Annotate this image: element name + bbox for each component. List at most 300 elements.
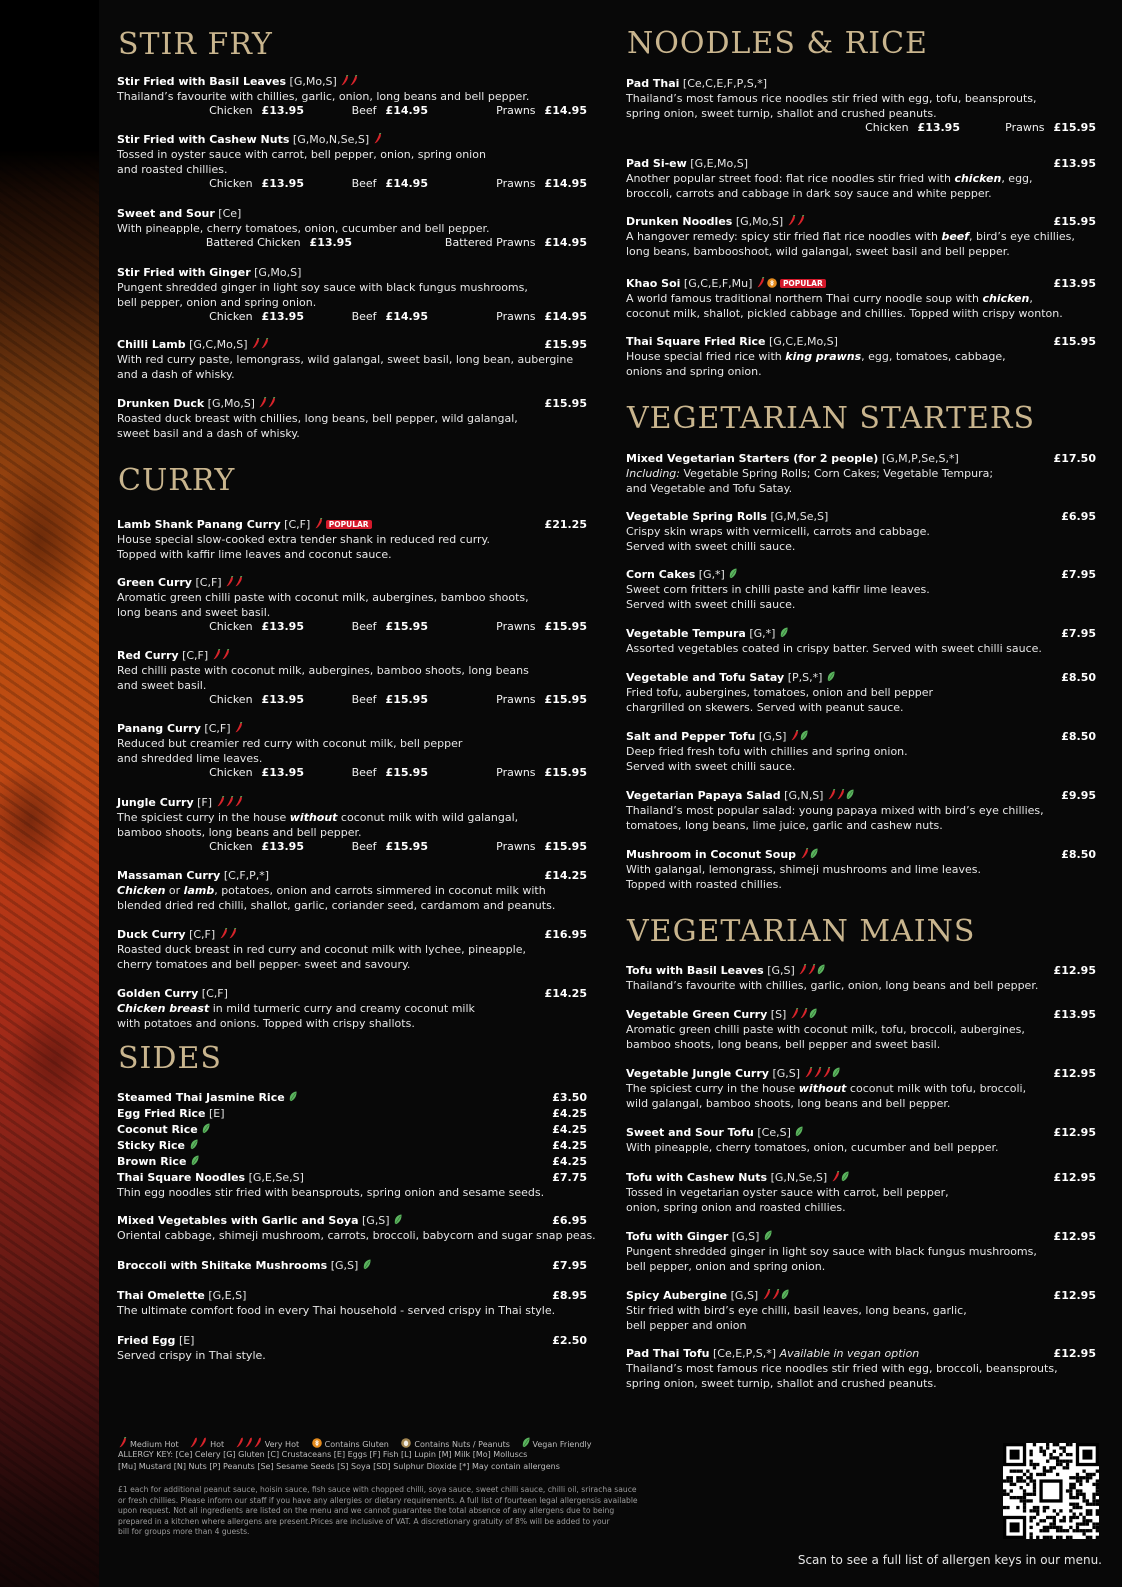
leaf-icon [841, 1171, 849, 1182]
item-name: Vegetable and Tofu Satay [626, 671, 785, 684]
menu-item [117, 265, 587, 310]
legend-hot: Hot [210, 1440, 225, 1449]
option-price: £13.95 [261, 840, 304, 853]
option-label: Prawns [496, 840, 536, 853]
item-description: and a dash of whisky. [117, 368, 235, 381]
option-label: Chicken [209, 766, 253, 779]
price-option [209, 839, 304, 854]
price-option [209, 692, 304, 707]
item-name: Vegetable Jungle Curry [626, 1067, 769, 1080]
item-name: Broccoli with Shiitake Mushrooms [117, 1259, 328, 1272]
item-name: Steamed Thai Jasmine Rice [117, 1091, 285, 1104]
item-description: With red curry paste, lemongrass, wild galangal, sweet basil, long bean, aubergine [117, 353, 574, 366]
chilli-icon [252, 338, 260, 349]
leaf-icon [809, 1008, 817, 1019]
item-allergens: [E] [208, 1107, 225, 1120]
chilli-icon [837, 789, 845, 800]
leaf-icon [832, 1067, 840, 1078]
option-price: £14.95 [385, 104, 428, 117]
chilli-icon [823, 1067, 831, 1078]
item-price: £14.25 [544, 869, 587, 882]
option-label: Prawns [496, 620, 536, 633]
item-title-row [117, 1106, 587, 1121]
item-name: Pad Thai [626, 77, 680, 90]
price-option [496, 103, 587, 118]
menu-item [626, 156, 1096, 201]
item-price: £12.95 [1053, 964, 1096, 977]
item-price: £12.95 [1053, 1347, 1096, 1360]
item-title-row [117, 868, 587, 883]
item-title-row [626, 156, 1096, 171]
menu-item [117, 1333, 587, 1363]
section-title-sides: SIDES [118, 1041, 222, 1076]
item-name: Golden Curry [117, 987, 199, 1000]
item-description: Thailand’s favourite with chillies, garlic, onion, long beans and bell pepper. [117, 90, 530, 103]
footer-notes [118, 1485, 638, 1538]
item-description: Fried tofu, aubergines, tomatoes, onion and bell pepper [626, 686, 934, 699]
item-allergens: [G,S] [330, 1259, 359, 1272]
item-price: £7.95 [1061, 568, 1096, 581]
price-option [1005, 120, 1096, 135]
item-title-row [626, 451, 1096, 466]
item-name: Green Curry [117, 576, 192, 589]
menu-item [626, 626, 1096, 656]
legend-nuts: Contains Nuts / Peanuts [414, 1440, 510, 1449]
item-price: £7.95 [552, 1259, 587, 1272]
menu-item [117, 1288, 587, 1318]
price-option [496, 765, 587, 780]
item-description: Oriental cabbage, shimeji mushroom, carrots, broccoli, babycorn and sugar snap peas. [117, 1229, 596, 1242]
item-price: £15.95 [1053, 215, 1096, 228]
item-name: Thai Omelette [117, 1289, 205, 1302]
item-allergens: [G,C,Mo,S] [189, 338, 248, 351]
menu-item [117, 1170, 587, 1185]
item-description: Aromatic green chilli paste with coconut milk, aubergines, bamboo shoots, [117, 591, 529, 604]
item-description: bell pepper, onion and spring onion. [626, 1260, 826, 1273]
leaf-icon [394, 1214, 402, 1225]
item-title-row [117, 1170, 587, 1185]
item-description: broccoli, carrots and cabbage in dark soy sauce and white pepper. [626, 187, 992, 200]
item-description: Thailand’s favourite with chillies, garlic, onion, long beans and bell pepper. [626, 979, 1039, 992]
item-allergens: [G,N,S] [784, 789, 824, 802]
item-allergens: [G,N,Se,S] [770, 1171, 828, 1184]
item-name: Tofu with Cashew Nuts [626, 1171, 768, 1184]
item-description: Chicken or lamb, potatoes, onion and carrots simmered in coconut milk with [117, 884, 546, 897]
item-name: Vegetable Green Curry [626, 1008, 768, 1021]
option-price: £13.95 [261, 104, 304, 117]
item-allergens: [F] [197, 796, 213, 809]
menu-item [626, 509, 1096, 554]
item-allergens: [G,*] [698, 568, 725, 581]
item-description: A hangover remedy: spicy stir fried flat rice noodles with beef, bird’s eye chillies, [626, 230, 1075, 243]
item-allergens: [Ce] [218, 207, 242, 220]
legend-medium-hot: Medium Hot [130, 1440, 179, 1449]
option-label: Beef [351, 620, 377, 633]
footer-line: or fresh chillies. Please inform our staff if you have any allergies or dietary requirements. A full list of fourteen legal allergensis available [118, 1495, 638, 1505]
option-label: Chicken [209, 620, 253, 633]
item-title-row [117, 721, 587, 736]
option-label: Battered Chicken [205, 236, 301, 249]
item-title-row [117, 927, 587, 942]
menu-item [117, 1106, 587, 1121]
chilli-icon [261, 338, 269, 349]
option-price: £13.95 [261, 177, 304, 190]
item-description: Chicken breast in mild turmeric curry and creamy coconut milk [117, 1002, 475, 1015]
chilli-icon [259, 397, 267, 408]
option-label: Chicken [209, 693, 253, 706]
item-name: Fried Egg [117, 1334, 176, 1347]
menu-item [626, 1229, 1096, 1274]
item-price: £9.95 [1061, 789, 1096, 802]
item-price: £2.50 [552, 1334, 587, 1347]
item-allergens: [C,F] [204, 722, 231, 735]
price-option [209, 765, 304, 780]
item-description: Reduced but creamier red curry with coconut milk, bell pepper [117, 737, 463, 750]
item-title-row [626, 509, 1096, 524]
chilli-icon [797, 215, 805, 226]
section-title-vegetarian-starters: VEGETARIAN STARTERS [627, 401, 1036, 436]
item-description: onions and spring onion. [626, 365, 762, 378]
option-label: Prawns [1005, 121, 1045, 134]
item-name: Corn Cakes [626, 568, 696, 581]
chilli-icon [800, 1008, 808, 1019]
chilli-icon [791, 1008, 799, 1019]
chilli-icon [828, 789, 836, 800]
chilli-icon [808, 964, 816, 975]
option-price: £13.95 [917, 121, 960, 134]
option-label: Prawns [496, 766, 536, 779]
price-option [865, 120, 960, 135]
item-name: Duck Curry [117, 928, 186, 941]
item-allergens: [G,M,Se,S] [770, 510, 829, 523]
item-title-row [117, 206, 587, 221]
option-price: £14.95 [385, 177, 428, 190]
item-title-row [117, 265, 587, 280]
leaf-icon [729, 568, 737, 579]
item-description: Assorted vegetables coated in crispy batter. Served with sweet chilli sauce. [626, 642, 1042, 655]
item-allergens: [G,S] [731, 1230, 760, 1243]
item-title-row [626, 76, 1096, 91]
item-name: Stir Fried with Cashew Nuts [117, 133, 290, 146]
menu-item [626, 788, 1096, 833]
menu-item [117, 517, 587, 562]
item-title-row [626, 788, 1096, 803]
item-allergens: [E] [178, 1334, 195, 1347]
item-title-row [626, 567, 1096, 582]
option-label: Beef [351, 104, 377, 117]
item-price: £8.50 [1061, 848, 1096, 861]
price-option [496, 839, 587, 854]
leaf-icon [795, 1126, 803, 1137]
footer-line: £1 each for additional peanut sauce, hoisin sauce, fish sauce with chopped chilli, soya sauce, sweet chilli sauce, chilli oil, sriracha sauce [118, 1485, 637, 1494]
item-name: Pad Si-ew [626, 157, 687, 170]
item-name: Mixed Vegetables with Garlic and Soya [117, 1214, 359, 1227]
chilli-icon [235, 796, 243, 807]
item-description: The ultimate comfort food in every Thai household - served crispy in Thai style. [117, 1304, 556, 1317]
option-label: Chicken [209, 840, 253, 853]
item-description: long beans and sweet basil. [117, 606, 271, 619]
item-allergens: [G,Mo,S] [254, 266, 302, 279]
item-allergens: [P,S,*] [787, 671, 823, 684]
item-name: Coconut Rice [117, 1123, 198, 1136]
option-label: Beef [351, 693, 377, 706]
item-allergens: [G,E,Se,S] [248, 1171, 304, 1184]
option-price: £13.95 [261, 310, 304, 323]
item-price: £15.95 [544, 397, 587, 410]
item-title-row [117, 1090, 587, 1105]
price-option [496, 692, 587, 707]
item-description: Thailand’s most famous rice noodles stir fried with egg, broccoli, beansprouts, [626, 1362, 1058, 1375]
leaf-icon [800, 730, 808, 741]
item-name: Mushroom in Coconut Soup [626, 848, 797, 861]
item-price: £6.95 [552, 1214, 587, 1227]
option-price: £15.95 [385, 840, 428, 853]
leaf-icon [363, 1259, 371, 1270]
menu-item [626, 729, 1096, 774]
item-allergens: [G,S] [758, 730, 787, 743]
menu-item [626, 1170, 1096, 1215]
item-allergens: [C,F] [189, 928, 216, 941]
menu-item [626, 963, 1096, 993]
item-allergens: [G,S] [730, 1289, 759, 1302]
item-allergens: [C,F] [284, 518, 311, 531]
item-price: £12.95 [1053, 1289, 1096, 1302]
item-allergens: [G,S] [772, 1067, 801, 1080]
item-description: spring onion, sweet turnip, shallot and crushed peanuts. [626, 107, 937, 120]
menu-item [626, 1007, 1096, 1052]
option-price: £15.95 [544, 840, 587, 853]
item-allergens: [C,F] [182, 649, 209, 662]
option-label: Beef [351, 177, 377, 190]
item-allergens: [G,Mo,S] [735, 215, 784, 228]
price-option [496, 309, 587, 324]
item-price: £8.95 [552, 1289, 587, 1302]
leaf-icon [202, 1123, 210, 1134]
chilli-icon [226, 576, 234, 587]
item-allergens: [G,S] [362, 1214, 390, 1227]
item-price: £14.25 [544, 987, 587, 1000]
menu-item [626, 276, 1096, 321]
menu-item [626, 567, 1096, 612]
popular-badge: POPULAR [780, 279, 826, 288]
price-option [209, 619, 304, 634]
item-name: Khao Soi [626, 277, 681, 290]
leaf-icon [817, 964, 825, 975]
item-allergens: [G,*] [749, 627, 776, 640]
item-description: Pungent shredded ginger in light soy sauce with black fungus mushrooms, [117, 281, 528, 294]
item-description: The spiciest curry in the house without coconut milk with tofu, broccoli, [626, 1082, 1027, 1095]
item-description: With galangal, lemongrass, shimeji mushrooms and lime leaves. [626, 863, 981, 876]
item-price: £15.95 [1053, 335, 1096, 348]
item-title-row [626, 729, 1096, 744]
item-title-row [117, 517, 587, 532]
item-description: Served with sweet chilli sauce. [626, 598, 796, 611]
item-description: spring onion, sweet turnip, shallot and crushed peanuts. [626, 1377, 937, 1390]
price-option [209, 309, 304, 324]
item-name: Tofu with Basil Leaves [626, 964, 764, 977]
item-description: Roasted duck breast in red curry and coconut milk with lychee, pineapple, [117, 943, 526, 956]
option-price: £15.95 [544, 620, 587, 633]
menu-item [117, 721, 587, 766]
price-option [445, 235, 587, 250]
price-option [352, 692, 428, 707]
price-option [496, 176, 587, 191]
chilli-icon [799, 964, 807, 975]
item-description: cherry tomatoes and bell pepper- sweet and savoury. [117, 958, 411, 971]
item-description: long beans, bambooshoot, wild galangal, sweet basil and bell pepper. [626, 245, 1010, 258]
item-price: £4.25 [552, 1139, 587, 1152]
item-name: Thai Square Fried Rice [626, 335, 766, 348]
chilli-icon [757, 277, 765, 288]
chilli-icon [315, 518, 323, 529]
chilli-icon [350, 75, 358, 86]
item-description: Red chilli paste with coconut milk, aubergines, bamboo shoots, long beans [117, 664, 529, 677]
item-price: £15.95 [544, 338, 587, 351]
menu-item [117, 795, 587, 840]
menu-item [117, 74, 587, 104]
menu-item [626, 334, 1096, 379]
item-title-row [117, 396, 587, 411]
item-title-row [626, 1007, 1096, 1022]
price-option [352, 839, 428, 854]
item-description: Thailand’s most popular salad: young papaya mixed with bird’s eye chillies, [626, 804, 1044, 817]
option-price: £14.95 [385, 310, 428, 323]
item-allergens: [G,C,E,F,Mu] [683, 277, 753, 290]
item-description: and roasted chillies. [117, 163, 228, 176]
item-description: bamboo shoots, long beans and bell pepper. [117, 826, 362, 839]
menu-item [117, 927, 587, 972]
item-description: tomatoes, long beans, lime juice, garlic and cashew nuts. [626, 819, 943, 832]
chilli-icon [268, 397, 276, 408]
option-price: £15.95 [1053, 121, 1096, 134]
option-price: £13.95 [261, 620, 304, 633]
qr-code[interactable] [1003, 1443, 1099, 1539]
option-label: Chicken [209, 177, 253, 190]
item-name: Vegetarian Papaya Salad [626, 789, 781, 802]
item-name: Massaman Curry [117, 869, 221, 882]
item-name: Jungle Curry [117, 796, 194, 809]
item-price: £16.95 [544, 928, 587, 941]
option-price: £15.95 [544, 693, 587, 706]
item-allergens: [G,S] [767, 964, 795, 977]
item-name: Vegetable Tempura [626, 627, 746, 640]
menu-item [117, 1090, 587, 1105]
menu-item [626, 1288, 1096, 1333]
legend-vegan: Vegan Friendly [532, 1440, 592, 1449]
item-name: Sweet and Sour [117, 207, 215, 220]
item-description: Stir fried with bird’s eye chilli, basil leaves, long beans, garlic, [626, 1304, 967, 1317]
item-description: blended dried red chilli, shallot, garlic, coriander seed, cardamom and peanuts. [117, 899, 556, 912]
option-label: Beef [351, 310, 377, 323]
item-price: £3.50 [552, 1091, 587, 1104]
item-description: sweet basil and a dash of whisky. [117, 427, 300, 440]
menu-item [626, 1346, 1096, 1391]
item-name: Brown Rice [117, 1155, 187, 1168]
option-label: Prawns [496, 104, 536, 117]
leaf-icon [781, 1289, 789, 1300]
leaf-icon [846, 789, 854, 800]
item-title-row [117, 1258, 587, 1273]
item-price: £7.75 [552, 1171, 587, 1184]
option-label: Beef [351, 840, 377, 853]
item-allergens: [G,Mo,N,Se,S] [292, 133, 370, 146]
item-description: Including: Vegetable Spring Rolls; Corn Cakes; Vegetable Tempura; [626, 467, 994, 480]
popular-badge: POPULAR [326, 520, 372, 529]
footer-line: bill for groups more than 4 guests. [118, 1527, 250, 1536]
option-label: Battered Prawns [444, 236, 536, 249]
chilli-icon [226, 796, 234, 807]
item-name: Lamb Shank Panang Curry [117, 518, 281, 531]
menu-item [626, 1066, 1096, 1111]
menu-item [626, 76, 1096, 121]
item-description: Served with sweet chilli sauce. [626, 540, 796, 553]
item-price: £13.95 [1053, 277, 1096, 290]
chilli-icon [222, 649, 230, 660]
chilli-icon [119, 1437, 127, 1448]
item-description: Served with sweet chilli sauce. [626, 760, 796, 773]
item-name: Sweet and Sour Tofu [626, 1126, 754, 1139]
item-title-row [117, 795, 587, 810]
chilli-icon [213, 649, 221, 660]
chilli-icon [217, 796, 225, 807]
item-title-row [117, 986, 587, 1001]
leaf-icon [780, 627, 788, 638]
price-option [209, 103, 304, 118]
item-allergens: [G,Mo,S] [289, 75, 337, 88]
section-title-vegetarian-mains: VEGETARIAN MAINS [627, 914, 976, 949]
menu-item [117, 1213, 596, 1243]
item-title-row [117, 132, 587, 147]
item-name: Mixed Vegetarian Starters (for 2 people) [626, 452, 879, 465]
leaf-icon [827, 671, 835, 682]
item-name: Red Curry [117, 649, 179, 662]
footer-line: prepared in a kitchen where allergens are present.Prices are inclusive of VAT. A discretionary gratuity of 8% will be added to your [118, 1516, 610, 1526]
item-allergens: [G,Mo,S] [207, 397, 255, 410]
price-option [352, 309, 428, 324]
footer-line: upon request. Not all ingredients are listed on the menu and we cannot guarantee the total absence of any allergens due to being [118, 1506, 615, 1515]
leaf-icon [190, 1139, 198, 1150]
chilli-icon [832, 1171, 840, 1182]
option-price: £15.95 [385, 766, 428, 779]
item-description: bell pepper and onion [626, 1319, 747, 1332]
option-price: £13.95 [261, 693, 304, 706]
menu-item [117, 868, 587, 913]
item-description: The spiciest curry in the house without coconut milk with wild galangal, [117, 811, 519, 824]
item-allergens: [C,F,P,*] [223, 869, 270, 882]
item-allergens: [Ce,E,P,S,*] [712, 1347, 777, 1360]
item-price: £13.95 [1053, 1008, 1096, 1021]
chilli-icon [229, 928, 237, 939]
item-description: With pineapple, cherry tomatoes, onion, cucumber and bell pepper. [626, 1141, 999, 1154]
price-option [209, 176, 304, 191]
menu-item [117, 1138, 587, 1153]
item-description: chargrilled on skewers. Served with peanut sauce. [626, 701, 904, 714]
item-description: Tossed in vegetarian oyster sauce with carrot, bell pepper, [626, 1186, 949, 1199]
item-name: Drunken Noodles [626, 215, 733, 228]
item-title-row [626, 1288, 1096, 1303]
item-allergens: [C,F] [195, 576, 222, 589]
menu-item [117, 1122, 587, 1137]
menu-item [117, 132, 587, 177]
item-title-row [626, 626, 1096, 641]
option-price: £14.95 [544, 236, 587, 249]
item-description: Thin egg noodles stir fried with beansprouts, spring onion and sesame seeds. [117, 1186, 545, 1199]
item-title-row [626, 670, 1096, 685]
chilli-icon [814, 1067, 822, 1078]
chilli-icon [791, 730, 799, 741]
item-description: Sweet corn fritters in chilli paste and kaffir lime leaves. [626, 583, 930, 596]
chilli-icon [763, 1289, 771, 1300]
